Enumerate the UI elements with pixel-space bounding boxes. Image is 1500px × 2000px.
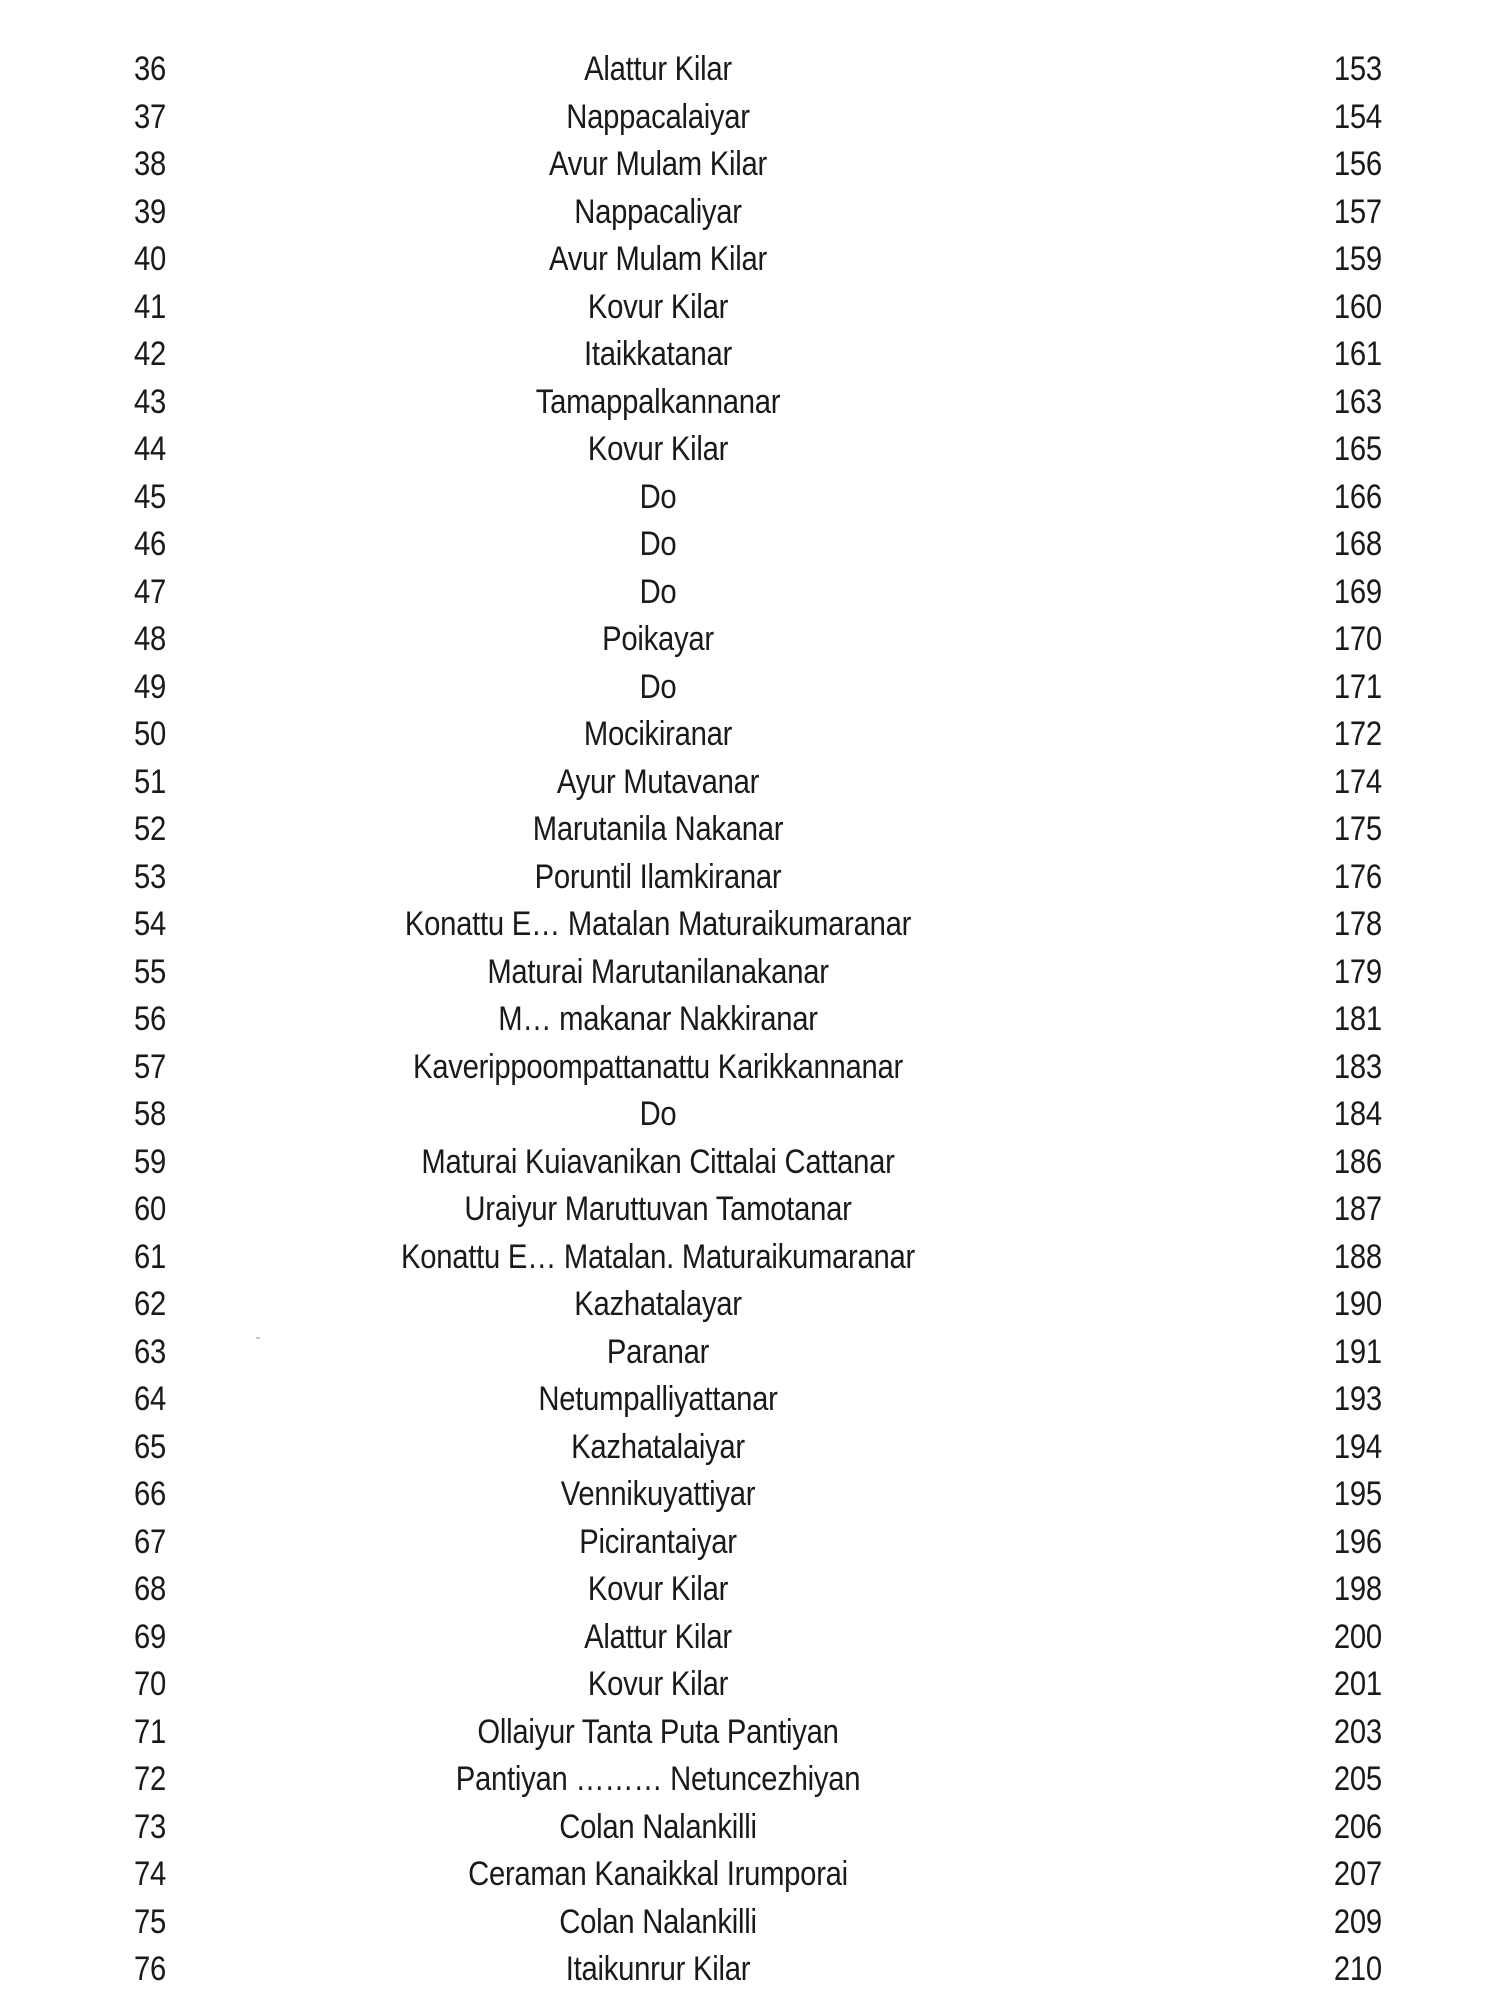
contents-row xyxy=(0,1709,1500,1757)
entry-title: Maturai Marutanilanakanar xyxy=(487,952,829,991)
entry-title: Colan Nalankilli xyxy=(559,1807,757,1846)
contents-row xyxy=(0,759,1500,807)
contents-row xyxy=(0,806,1500,854)
entry-number: 66 xyxy=(134,1475,167,1513)
entry-title: Nappacalaiyar xyxy=(566,97,750,136)
contents-row xyxy=(0,1091,1500,1139)
entry-number: 50 xyxy=(134,715,167,753)
entry-number: 63 xyxy=(134,1332,167,1371)
entry-page-number: 176 xyxy=(1333,857,1382,896)
entry-page-number: 175 xyxy=(1333,810,1382,848)
entry-number: 60 xyxy=(134,1190,167,1228)
entry-title: Kovur Kilar xyxy=(587,287,729,326)
contents-row xyxy=(0,331,1500,379)
contents-row xyxy=(0,1424,1500,1472)
contents-row xyxy=(0,94,1500,142)
entry-page-number: 165 xyxy=(1333,430,1382,468)
entry-number: 56 xyxy=(134,1000,167,1038)
contents-row xyxy=(0,711,1500,759)
contents-row xyxy=(0,141,1500,189)
entry-title: Maturai Kuiavanikan Cittalai Cattanar xyxy=(421,1142,895,1181)
entry-page-number: 168 xyxy=(1333,525,1382,563)
entry-number: 54 xyxy=(134,905,167,943)
entry-number: 76 xyxy=(134,1950,167,1988)
entry-page-number: 198 xyxy=(1333,1570,1382,1608)
entry-title: Kaverippoompattanattu Karikkannanar xyxy=(413,1047,903,1086)
contents-row xyxy=(0,1376,1500,1424)
entry-title: Mocikiranar xyxy=(583,715,733,753)
entry-number: 44 xyxy=(134,430,167,468)
entry-title: Ayur Mutavanar xyxy=(556,762,760,801)
entry-page-number: 178 xyxy=(1333,905,1382,943)
entry-page-number: 159 xyxy=(1333,240,1382,278)
contents-row xyxy=(0,996,1500,1044)
contents-row xyxy=(0,189,1500,237)
entry-number: 74 xyxy=(134,1855,167,1893)
contents-list xyxy=(0,46,1500,1994)
entry-page-number: 170 xyxy=(1333,620,1382,658)
entry-title: Kazhatalayar xyxy=(574,1285,742,1323)
entry-page-number: 191 xyxy=(1333,1332,1382,1371)
entry-page-number: 154 xyxy=(1333,97,1382,136)
entry-number: 40 xyxy=(134,240,167,278)
entry-title: Avur Mulam Kilar xyxy=(549,145,767,183)
entry-number: 58 xyxy=(134,1095,167,1133)
entry-title: Do xyxy=(639,572,677,611)
entry-title: Picirantaiyar xyxy=(579,1522,737,1561)
contents-row xyxy=(0,1804,1500,1852)
contents-row xyxy=(0,474,1500,522)
contents-row xyxy=(0,1756,1500,1804)
entry-title: Poruntil Ilamkiranar xyxy=(534,857,782,896)
entry-page-number: 205 xyxy=(1333,1760,1382,1798)
contents-row xyxy=(0,236,1500,284)
entry-number: 75 xyxy=(134,1902,167,1941)
entry-title: Kazhatalaiyar xyxy=(571,1427,745,1466)
entry-page-number: 196 xyxy=(1333,1522,1382,1561)
entry-number: 57 xyxy=(134,1047,167,1086)
entry-number: 48 xyxy=(134,620,167,658)
contents-row xyxy=(0,901,1500,949)
entry-title: Ceraman Kanaikkal Irumporai xyxy=(468,1855,848,1893)
entry-number: 49 xyxy=(134,667,167,706)
entry-page-number: 186 xyxy=(1333,1142,1382,1181)
entry-number: 36 xyxy=(134,50,167,88)
entry-number: 51 xyxy=(134,762,167,801)
entry-page-number: 181 xyxy=(1333,1000,1382,1038)
contents-row xyxy=(0,1329,1500,1377)
entry-page-number: 209 xyxy=(1333,1902,1382,1941)
entry-title: Do xyxy=(639,667,677,706)
entry-page-number: 184 xyxy=(1333,1095,1382,1133)
entry-number: 71 xyxy=(134,1712,167,1751)
entry-number: 53 xyxy=(134,857,167,896)
entry-page-number: 169 xyxy=(1333,572,1382,611)
entry-title: Tamappalkannanar xyxy=(535,382,781,421)
entry-number: 68 xyxy=(134,1570,167,1608)
contents-row xyxy=(0,1186,1500,1234)
entry-page-number: 171 xyxy=(1333,667,1382,706)
entry-page-number: 207 xyxy=(1333,1855,1382,1893)
entry-page-number: 195 xyxy=(1333,1475,1382,1513)
contents-row xyxy=(0,1234,1500,1282)
entry-page-number: 156 xyxy=(1333,145,1382,183)
contents-row xyxy=(0,1044,1500,1092)
entry-number: 37 xyxy=(134,97,167,136)
entry-title: Do xyxy=(639,1095,677,1133)
entry-number: 72 xyxy=(134,1760,167,1798)
entry-page-number: 206 xyxy=(1333,1807,1382,1846)
contents-row xyxy=(0,46,1500,94)
entry-page-number: 157 xyxy=(1333,192,1382,231)
entry-page-number: 160 xyxy=(1333,287,1382,326)
entry-number: 65 xyxy=(134,1427,167,1466)
entry-title: Do xyxy=(639,477,677,516)
entry-title: Kovur Kilar xyxy=(587,1665,729,1703)
entry-title: Itaikkatanar xyxy=(583,335,733,373)
entry-title: Konattu E… Matalan. Maturaikumaranar xyxy=(400,1237,916,1276)
scan-speck xyxy=(256,1337,260,1339)
contents-row xyxy=(0,949,1500,997)
entry-number: 42 xyxy=(134,335,167,373)
entry-number: 38 xyxy=(134,145,167,183)
entry-number: 70 xyxy=(134,1665,167,1703)
entry-number: 55 xyxy=(134,952,167,991)
entry-title: Kovur Kilar xyxy=(587,430,729,468)
entry-title: Marutanila Nakanar xyxy=(532,810,784,848)
entry-number: 45 xyxy=(134,477,167,516)
contents-row xyxy=(0,1661,1500,1709)
contents-row xyxy=(0,426,1500,474)
contents-row xyxy=(0,1946,1500,1994)
entry-number: 73 xyxy=(134,1807,167,1846)
entry-page-number: 190 xyxy=(1333,1285,1382,1323)
entry-number: 61 xyxy=(134,1237,167,1276)
contents-row xyxy=(0,1281,1500,1329)
entry-title: Nappacaliyar xyxy=(574,192,742,231)
entry-title: Do xyxy=(639,525,677,563)
entry-number: 64 xyxy=(134,1380,167,1418)
entry-title: M… makanar Nakkiranar xyxy=(498,1000,818,1038)
entry-title: Pantiyan ……… Netuncezhiyan xyxy=(455,1760,861,1798)
entry-number: 39 xyxy=(134,192,167,231)
entry-title: Konattu E… Matalan Maturaikumaranar xyxy=(404,905,912,943)
contents-row xyxy=(0,1566,1500,1614)
entry-title: Avur Mulam Kilar xyxy=(549,240,767,278)
contents-row xyxy=(0,664,1500,712)
entry-page-number: 183 xyxy=(1333,1047,1382,1086)
contents-row xyxy=(0,1899,1500,1947)
entry-page-number: 193 xyxy=(1333,1380,1382,1418)
entry-title: Uraiyur Maruttuvan Tamotanar xyxy=(464,1190,852,1228)
entry-page-number: 166 xyxy=(1333,477,1382,516)
entry-number: 52 xyxy=(134,810,167,848)
contents-row xyxy=(0,521,1500,569)
contents-row xyxy=(0,854,1500,902)
contents-row xyxy=(0,1139,1500,1187)
entry-number: 47 xyxy=(134,572,167,611)
entry-title: Netumpalliyattanar xyxy=(538,1380,778,1418)
entry-title: Alattur Kilar xyxy=(584,1617,732,1656)
entry-page-number: 200 xyxy=(1333,1617,1382,1656)
entry-number: 46 xyxy=(134,525,167,563)
entry-page-number: 153 xyxy=(1333,50,1382,88)
contents-row xyxy=(0,616,1500,664)
entry-page-number: 194 xyxy=(1333,1427,1382,1466)
contents-row xyxy=(0,1471,1500,1519)
entry-page-number: 201 xyxy=(1333,1665,1382,1703)
entry-title: Paranar xyxy=(606,1332,710,1371)
entry-title: Itaikunrur Kilar xyxy=(565,1950,751,1988)
entry-page-number: 163 xyxy=(1333,382,1382,421)
entry-page-number: 187 xyxy=(1333,1190,1382,1228)
entry-number: 43 xyxy=(134,382,167,421)
entry-title: Kovur Kilar xyxy=(587,1570,729,1608)
contents-row xyxy=(0,569,1500,617)
entry-title: Ollaiyur Tanta Puta Pantiyan xyxy=(477,1712,839,1751)
entry-title: Vennikuyattiyar xyxy=(560,1475,756,1513)
contents-row xyxy=(0,1614,1500,1662)
entry-page-number: 210 xyxy=(1333,1950,1382,1988)
contents-row xyxy=(0,1519,1500,1567)
entry-title: Poikayar xyxy=(602,620,714,658)
entry-number: 69 xyxy=(134,1617,167,1656)
entry-number: 67 xyxy=(134,1522,167,1561)
entry-number: 41 xyxy=(134,287,167,326)
entry-page-number: 172 xyxy=(1333,715,1382,753)
contents-row xyxy=(0,1851,1500,1899)
entry-page-number: 203 xyxy=(1333,1712,1382,1751)
entry-number: 62 xyxy=(134,1285,167,1323)
entry-number: 59 xyxy=(134,1142,167,1181)
entry-title: Alattur Kilar xyxy=(584,50,732,88)
entry-title: Colan Nalankilli xyxy=(559,1902,757,1941)
entry-page-number: 179 xyxy=(1333,952,1382,991)
entry-page-number: 188 xyxy=(1333,1237,1382,1276)
contents-row xyxy=(0,379,1500,427)
entry-page-number: 161 xyxy=(1333,335,1382,373)
entry-page-number: 174 xyxy=(1333,762,1382,801)
contents-row xyxy=(0,284,1500,332)
